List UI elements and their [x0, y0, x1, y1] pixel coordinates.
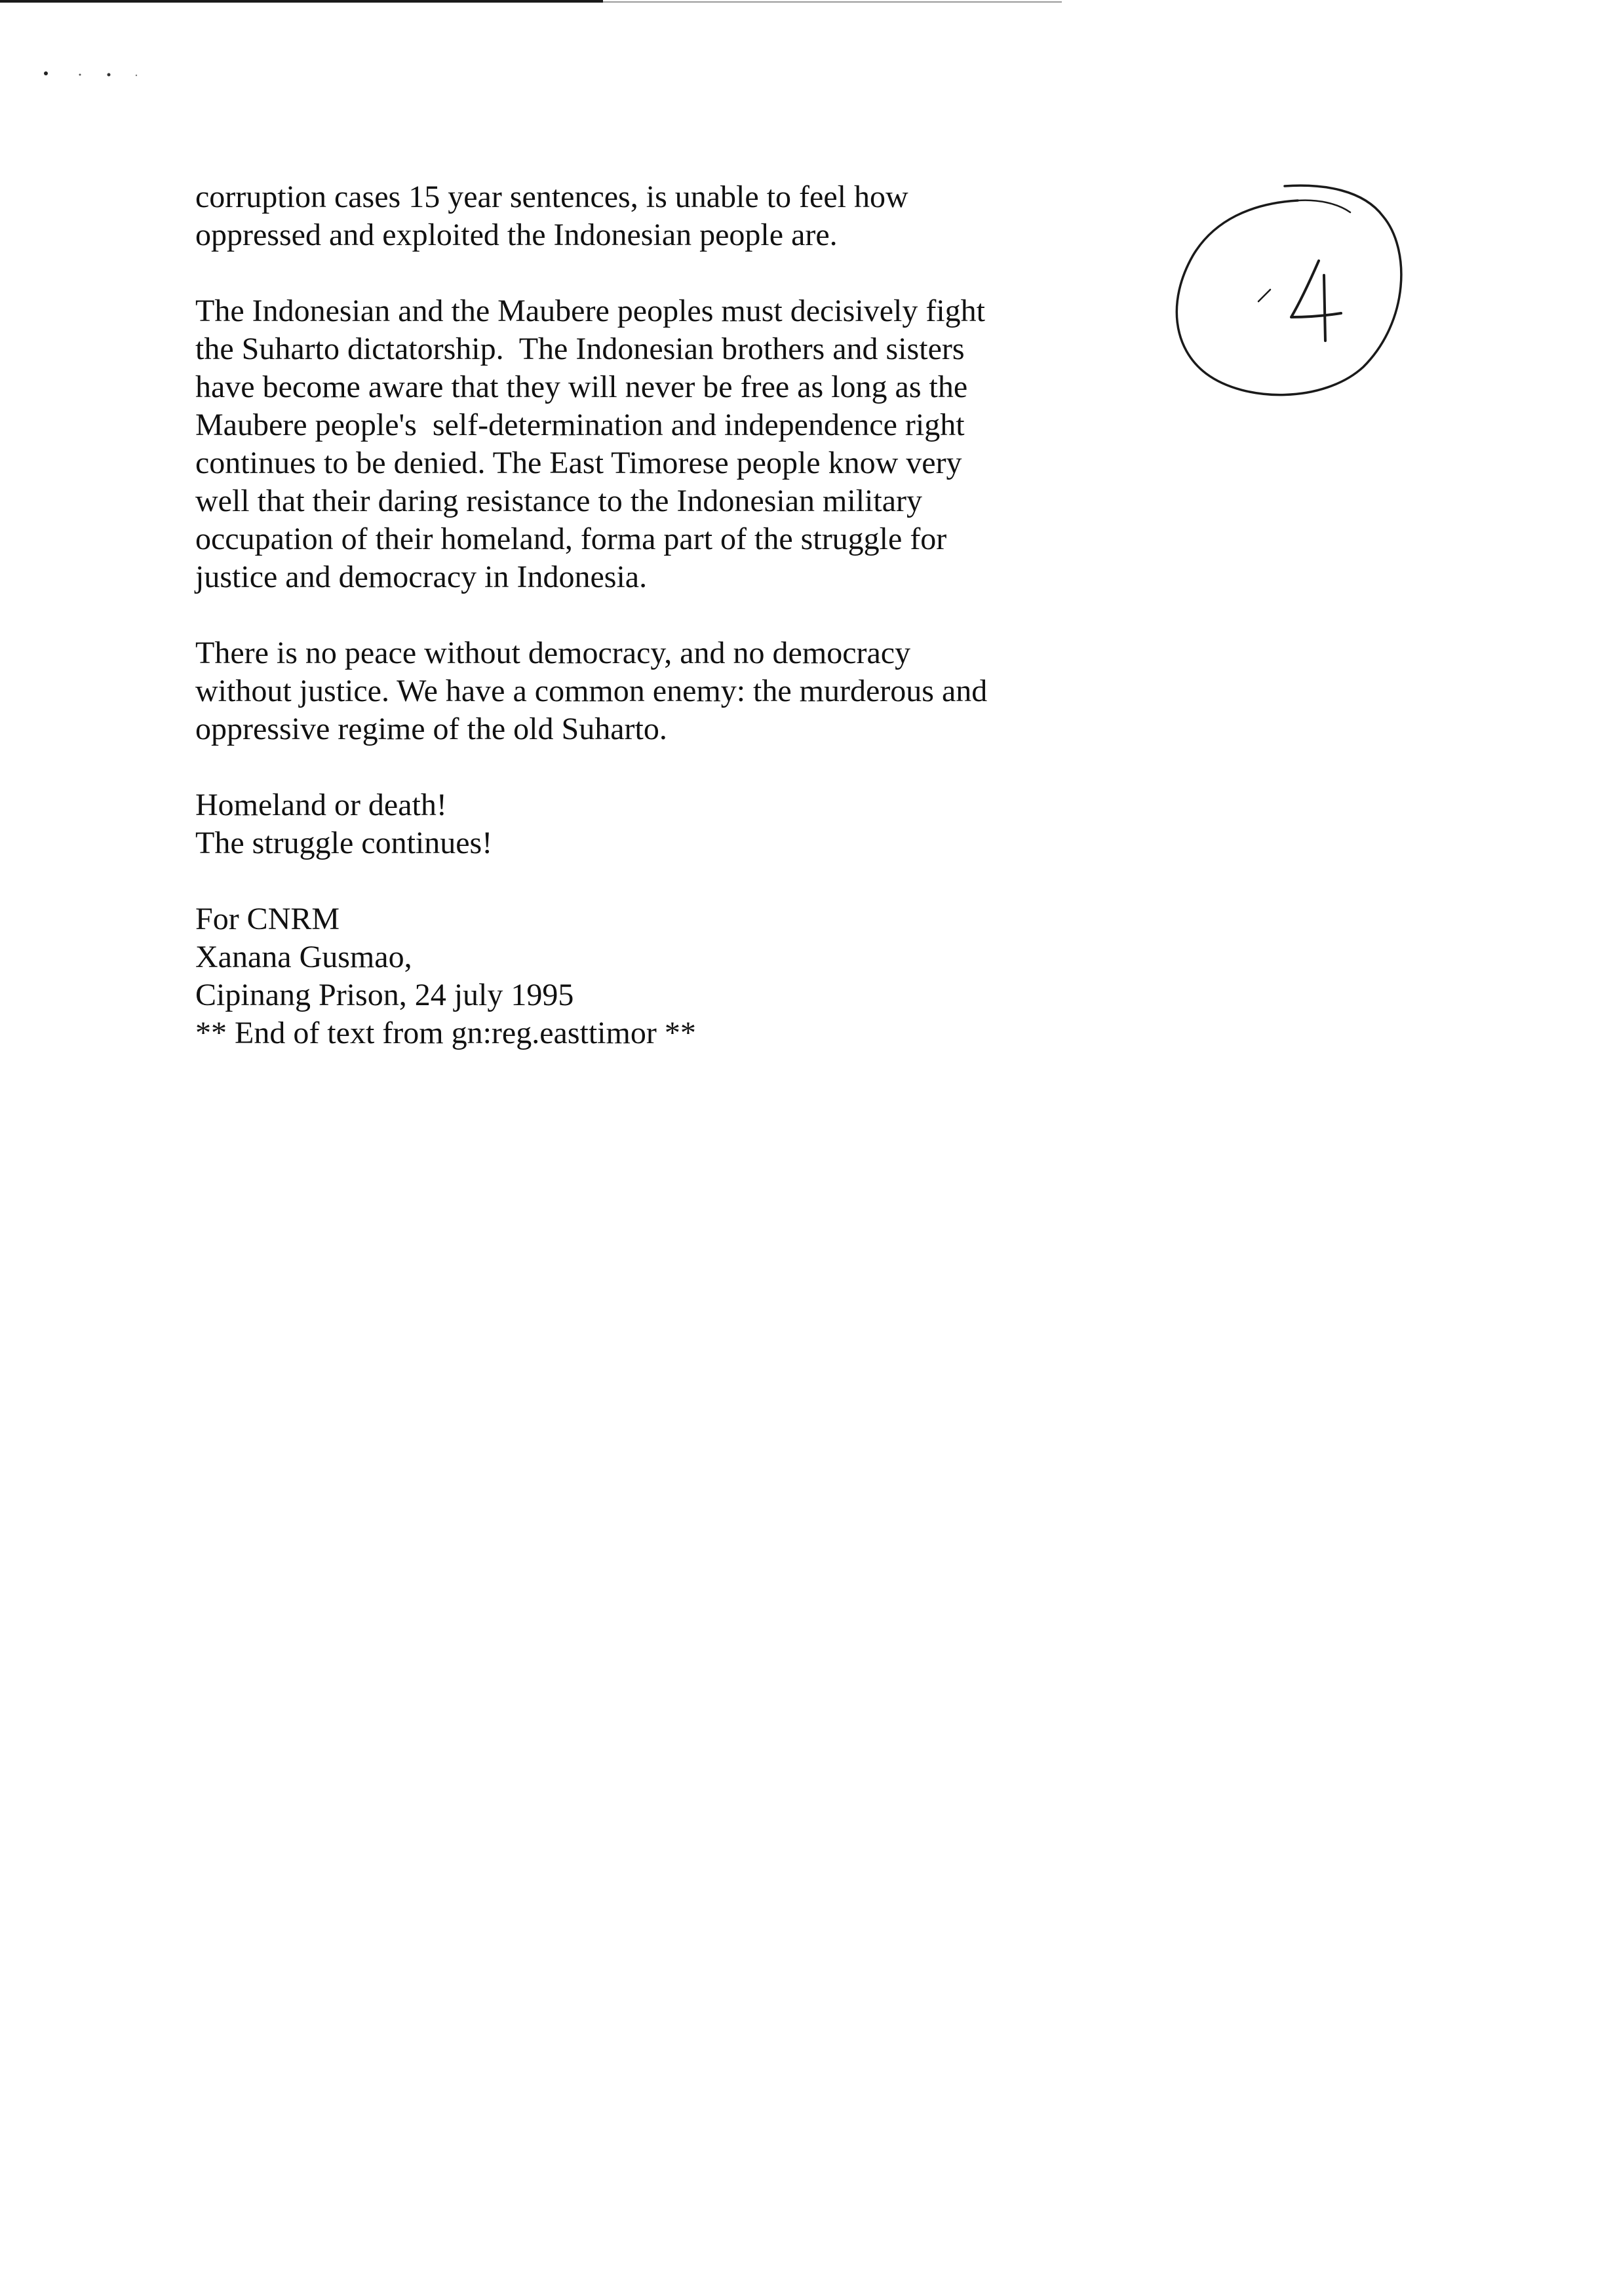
signatory-org: For CNRM: [195, 902, 340, 936]
text-line: have become aware that they will never be free as long as the: [195, 370, 968, 404]
text-line: The Indonesian and the Maubere peoples must decisively fight: [195, 294, 985, 328]
place-date: Cipinang Prison, 24 july 1995: [195, 978, 574, 1012]
text-line: the Suharto dictatorship. The Indonesian brothers and sisters: [195, 332, 965, 366]
letter-body: [195, 178, 1100, 1090]
slogan: [195, 786, 1100, 862]
text-line: corruption cases 15 year sentences, is unable to feel how: [195, 180, 908, 214]
paragraph: [195, 634, 1100, 748]
text-line: occupation of their homeland, forma part of the struggle for: [195, 522, 947, 556]
scan-specks: [39, 68, 144, 77]
text-line: The struggle continues!: [195, 826, 493, 860]
text-line: Homeland or death!: [195, 788, 447, 822]
paragraph: [195, 178, 1100, 254]
text-line: oppressive regime of the old Suharto.: [195, 712, 667, 746]
paragraph: [195, 292, 1100, 596]
text-line: without justice. We have a common enemy: the murderous and: [195, 674, 988, 708]
text-line: continues to be denied. The East Timorese people know very: [195, 446, 962, 480]
text-line: Maubere people's self-determination and independence right: [195, 408, 965, 442]
text-line: well that their daring resistance to the Indonesian military: [195, 484, 922, 518]
text-line: oppressed and exploited the Indonesian people are.: [195, 218, 838, 252]
signatory-name: Xanana Gusmao,: [195, 940, 412, 974]
text-line: justice and democracy in Indonesia.: [195, 560, 648, 594]
scan-edge-line: [0, 0, 603, 3]
signature-block: [195, 900, 1100, 1052]
text-line: There is no peace without democracy, and no democracy: [195, 636, 911, 670]
scan-edge-line-faint: [603, 1, 1062, 3]
handwritten-page-number: [1167, 177, 1416, 419]
end-of-text-marker: ** End of text from gn:reg.easttimor **: [195, 1016, 696, 1050]
